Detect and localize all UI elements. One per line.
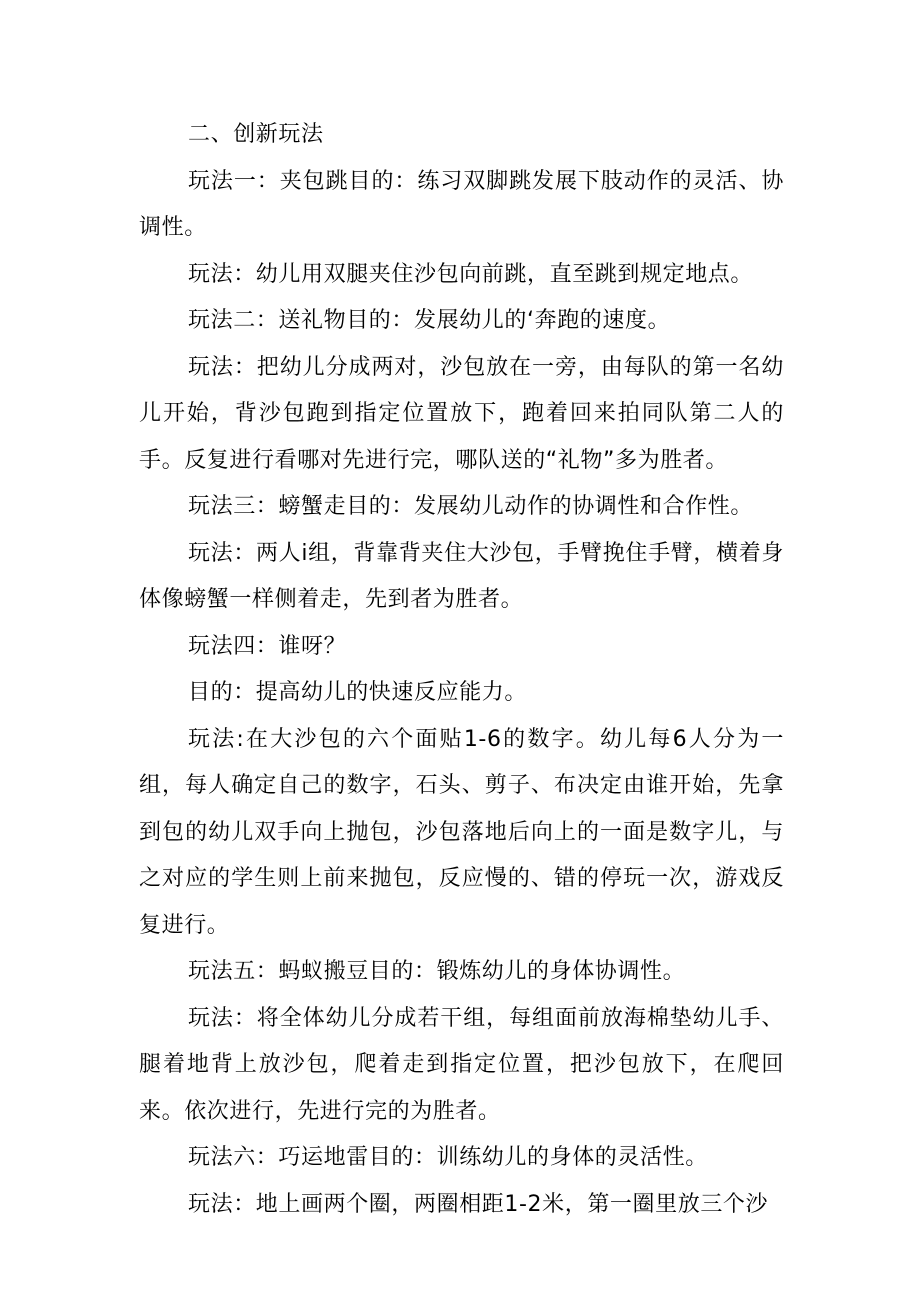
paragraph-game6-method: 玩法：地上画两个圈，两圈相距1-2米，第一圈里放三个沙 <box>188 1191 769 1217</box>
paragraph-game4-goal: 目的：提高幼儿的快速反应能力。 <box>188 680 528 705</box>
paragraph-game5-goal: 玩法五：蚂蚁搬豆目的：锻炼幼儿的身体协调性。 <box>188 959 686 984</box>
paragraph-game2-method: 玩法：把幼儿分成两对，沙包放在一旁，由每队的第一名幼儿开始，背沙包跑到指定位置放下，跑着回来拍同队第二人的手。反复进行看哪对先进行完，哪队送的“礼物”多为胜者。 <box>139 354 784 473</box>
paragraph-game6-goal: 玩法六：巧运地雷目的：训练幼儿的身体的灵活性。 <box>188 1145 708 1170</box>
paragraph-game1-method: 玩法：幼儿用双腿夹住沙包向前跳，直至跳到规定地点。 <box>188 261 754 287</box>
paragraph-game2-goal: 玩法二：送礼物目的：发展幼儿的‘奔跑的速度。 <box>188 308 671 333</box>
paragraph-game4-title: 玩法四：谁呀？ <box>188 633 347 659</box>
section-heading: 二、创新玩法 <box>188 122 324 147</box>
document-body <box>139 112 784 1228</box>
paragraph-game4-method: 玩法:在大沙包的六个面贴1-6的数字。幼儿每6人分为一组，每人确定自己的数字，石头、剪子、布决定由谁开始，先拿到包的幼儿双手向上抛包，沙包落地后向上的一面是数字儿，与之对应的学生则上前来抛包，反应慢的、错的停玩一次，游戏反复进行。 <box>139 726 784 938</box>
paragraph-game1-goal: 玩法一：夹包跳目的：练习双脚跳发展下肢动作的灵活、协调性。 <box>139 168 784 240</box>
paragraph-game5-method: 玩法：将全体幼儿分成若干组，每组面前放海棉垫幼儿手、腿着地背上放沙包，爬着走到指定位置，把沙包放下，在爬回来。依次进行，先进行完的为胜者。 <box>139 1005 784 1124</box>
paragraph-game3-goal: 玩法三：螃蟹走目的：发展幼儿动作的协调性和合作性。 <box>188 494 754 519</box>
paragraph-game3-method: 玩法：两人i组，背靠背夹住大沙包，手臂挽住手臂，横着身体像螃蟹一样侧着走，先到者为胜者。 <box>139 540 784 612</box>
